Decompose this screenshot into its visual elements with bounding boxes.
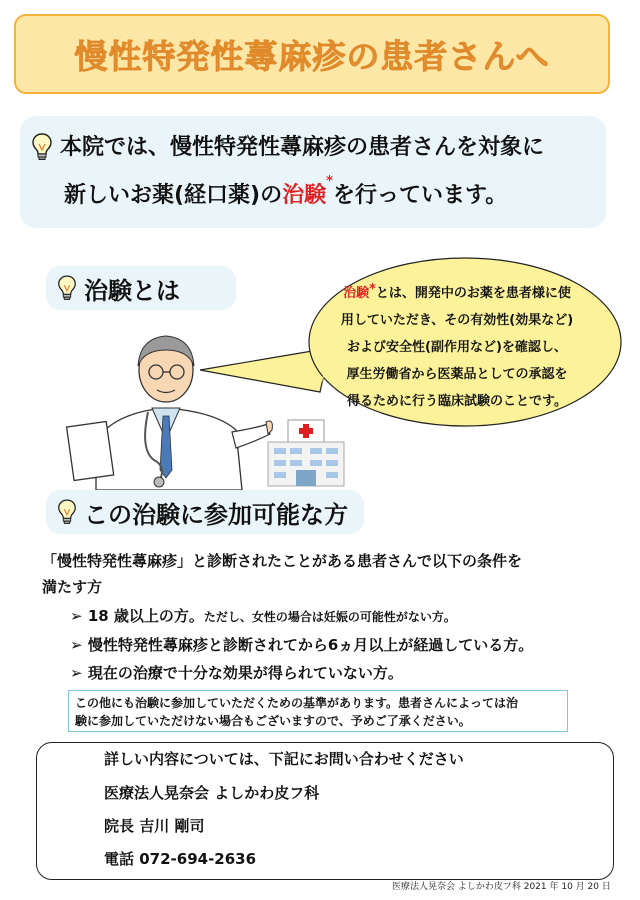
section-heading-eligible — [46, 490, 364, 534]
lightbulb-icon — [56, 498, 78, 526]
intro-text-post: を行っています。 — [332, 183, 508, 208]
condition-marker: ➢ — [70, 607, 83, 625]
condition-marker: ➢ — [70, 664, 83, 682]
bubble-line5: 得るために行う臨床試験のことです。 — [347, 394, 567, 409]
intro-text-pre: 新しいお薬(経口薬)の — [64, 183, 283, 208]
condition-item — [70, 605, 456, 626]
chiken-term: 治験 — [282, 183, 327, 208]
conditions-intro-line1: 「慢性特発性蕁麻疹」と診断されたことがある患者さんで以下の条件を — [42, 552, 523, 570]
intro-text-line1: 本院では、慢性特発性蕁麻疹の患者さんを対象に — [60, 135, 545, 160]
condition-note: ただし、女性の場合は妊娠の可能性がない方。 — [203, 610, 456, 624]
condition-item — [70, 634, 533, 655]
bubble-asterisk: * — [369, 282, 376, 297]
lightbulb-icon — [56, 274, 78, 302]
criteria-note-line1: この他にも治験に参加していただくための基準があります。患者さんによっては治 — [75, 696, 519, 710]
bubble-line1 — [312, 280, 602, 307]
bubble-term: 治験 — [343, 286, 370, 301]
condition-text: 現在の治療で十分な効果が得られていない方。 — [87, 664, 403, 682]
condition-marker: ➢ — [70, 636, 83, 654]
contact-intro: 詳しい内容については、下記にお問い合わせください — [104, 750, 464, 768]
condition-text: 18 歳以上の方。 — [87, 607, 204, 625]
phone-number: 電話 072-694-2636 — [104, 850, 257, 868]
asterisk-mark: * — [326, 174, 333, 189]
bubble-line4: 厚生労働省から医薬品としての承認を — [346, 367, 568, 382]
bubble-line2: 用していただき、その有効性(効果など) — [340, 313, 574, 328]
clinic-name: 医療法人晃奈会 よしかわ皮フ科 — [104, 784, 320, 802]
section-heading-text: この治験に参加可能な方 — [84, 500, 348, 529]
lightbulb-icon — [30, 132, 54, 162]
condition-item — [70, 662, 403, 683]
section-heading-text: 治験とは — [84, 276, 180, 305]
condition-text: 慢性特発性蕁麻疹と診断されてから6ヵ月以上が経過している方。 — [87, 636, 534, 654]
intro-text-line2 — [64, 174, 508, 209]
criteria-note-line2: 験に参加していただけない場合もございますので、予めご了承ください。 — [75, 714, 471, 728]
doctor-illustration — [56, 320, 276, 490]
footer-credit: 医療法人晃奈会 よしかわ皮フ科 2021 年 10 月 20 日 — [392, 882, 611, 892]
bubble-text — [312, 280, 602, 415]
page-title: 慢性特発性蕁麻疹の患者さんへ — [74, 36, 550, 76]
hospital-icon — [266, 418, 348, 488]
title-banner — [14, 14, 610, 94]
bubble-line3: および安全性(副作用など)を確認し、 — [347, 340, 567, 355]
conditions-intro-line2: 満たす方 — [42, 578, 103, 596]
bubble-line1-rest: とは、開発中のお薬を患者様に使 — [375, 286, 571, 301]
director-name: 院長 吉川 剛司 — [104, 817, 205, 835]
criteria-note — [68, 690, 568, 732]
conditions-intro — [42, 548, 602, 600]
